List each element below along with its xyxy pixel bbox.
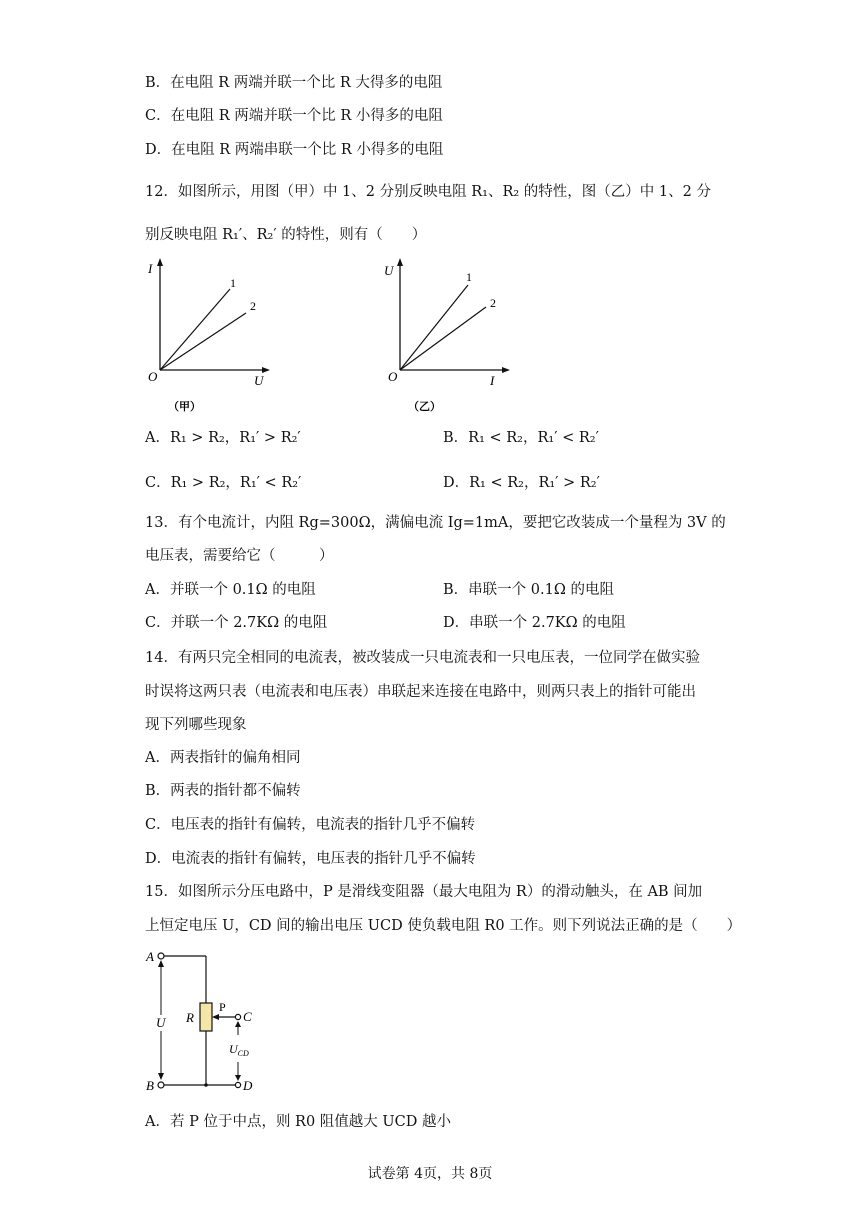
q13-option-d: D．串联一个 2.7KΩ 的电阻 [443,615,626,631]
q14-option-a: A．两表指针的偏角相同 [145,750,301,766]
q12-option-a: A．R₁ > R₂，R₁′ > R₂′ [145,430,301,446]
q15-option-a: A．若 P 位于中点，则 R0 阻值越大 UCD 越小 [145,1114,451,1130]
q14-stem-line2: 时误将这两只表（电流表和电压表）串联起来连接在电路中，则两只表上的指针可能出 [145,684,696,700]
q13-option-b: B．串联一个 0.1Ω 的电阻 [443,582,614,598]
q11-option-c: C．在电阻 R 两端并联一个比 R 小得多的电阻 [145,108,443,124]
graph-yi-line2-label: 2 [490,296,496,310]
q14-option-b: B．两表的指针都不偏转 [145,783,301,799]
circuit-label-ucd-main: U [229,1042,238,1056]
circuit-label-u: U [156,1015,166,1030]
graph-jia-origin: O [148,369,158,384]
graph-yi-caption: （乙） [408,401,441,413]
circuit-label-ucd [229,1042,249,1058]
page-footer: 试卷第 4页，共 8页 [367,1166,493,1182]
circuit-label-p: P [219,1000,226,1014]
q13-stem-line1: 13．有个电流计，内阻 Rg=300Ω，满偏电流 Ig=1mA，要把它改装成一个量程为 3V 的 [145,515,726,531]
q14-option-c: C．电压表的指针有偏转，电流表的指针几乎不偏转 [145,817,476,833]
q14-option-d: D．电流表的指针有偏转，电压表的指针几乎不偏转 [145,851,476,867]
graph-jia-line2-label: 2 [250,299,256,313]
graph-yi-x-label: I [490,373,495,388]
q13-stem-line2: 电压表，需要给它（ ） [145,548,334,564]
q12-option-c: C．R₁ > R₂，R₁′ < R₂′ [145,475,302,491]
graph-yi [380,255,520,415]
q15-stem-line1: 15．如图所示分压电路中，P 是滑线变阻器（最大电阻为 R）的滑动触头，在 AB 间加 [145,884,703,900]
graph-jia-y-label: I [148,261,153,276]
rheostat-resistor [200,1003,212,1031]
graph-jia-line1-label: 1 [230,276,236,290]
circuit-label-ucd-sub: CD [237,1049,249,1058]
q15-stem-line2: 上恒定电压 U，CD 间的输出电压 UCD 使负载电阻 R0 工作。则下列说法正确的是（ ） [145,918,742,934]
circuit-label-a: A [146,949,154,964]
q11-option-d: D．在电阻 R 两端串联一个比 R 小得多的电阻 [145,142,444,158]
circuit-label-c: C [243,1009,252,1024]
graph-jia-caption: （甲） [168,401,201,413]
q13-option-a: A．并联一个 0.1Ω 的电阻 [145,582,316,598]
q11-option-b: B．在电阻 R 两端并联一个比 R 大得多的电阻 [145,75,443,91]
graph-yi-line1-label: 1 [466,270,472,284]
voltage-divider-circuit [140,945,270,1095]
q13-option-c: C．并联一个 2.7KΩ 的电阻 [145,615,328,631]
graph-jia-x-label: U [254,373,264,388]
q12-stem-line2: 别反映电阻 R₁′、R₂′ 的特性，则有（ ） [145,227,427,243]
q12-option-b: B．R₁ < R₂，R₁′ < R₂′ [443,430,599,446]
q14-stem-line3: 现下列哪些现象 [145,717,247,733]
circuit-label-d: D [243,1078,253,1093]
q12-option-d: D．R₁ < R₂，R₁′ > R₂′ [443,475,600,491]
graph-yi-y-label: U [384,263,394,278]
graph-yi-origin: O [388,369,398,384]
graph-jia [140,255,280,415]
q12-stem-line1: 12．如图所示，用图（甲）中 1、2 分别反映电阻 R₁、R₂ 的特性，图（乙）中 1、2 分 [145,184,711,200]
circuit-label-b: B [146,1078,154,1093]
circuit-label-r: R [186,1010,194,1025]
q14-stem-line1: 14．有两只完全相同的电流表，被改装成一只电流表和一只电压表，一位同学在做实验 [145,650,700,666]
